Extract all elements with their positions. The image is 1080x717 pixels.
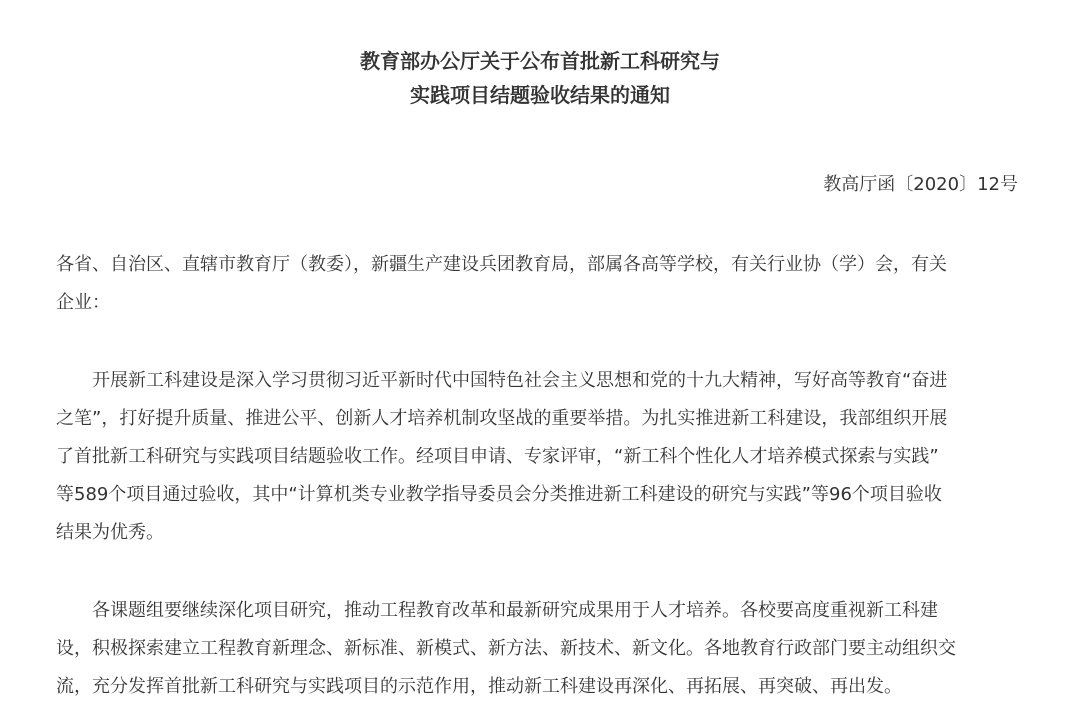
paragraph-1-line-4: 等589个项目通过验收，其中“计算机类专业教学指导委员会分类推进新工科建设的研究与实践”等96个项目验收 — [56, 484, 942, 505]
addressee — [56, 246, 1024, 322]
paragraph-2-line-2: 设，积极探索建立工程教育新理念、新标准、新模式、新方法、新技术、新文化。各地教育行政部门要主动组织交 — [56, 638, 956, 659]
addressee-line-1: 各省、自治区、直辖市教育厅（教委），新疆生产建设兵团教育局，部属各高等学校，有关行业协（学）会，有关 — [56, 254, 947, 275]
document-title — [56, 40, 1024, 112]
paragraph-1-line-5: 结果为优秀。 — [56, 522, 164, 543]
paragraph-2 — [56, 592, 1024, 706]
paragraph-1 — [56, 362, 1024, 552]
document-number: 教高厅函〔2020〕12号 — [823, 174, 1018, 195]
title-line-2: 实践项目结题验收结果的通知 — [410, 83, 670, 107]
paragraph-1-line-2: 之笔”，打好提升质量、推进公平、创新人才培养机制攻坚战的重要举措。为扎实推进新工科建设，我部组织开展 — [56, 408, 948, 429]
document-page — [56, 40, 1024, 706]
addressee-line-2: 企业： — [56, 292, 110, 313]
title-line-1: 教育部办公厅关于公布首批新工科研究与 — [360, 49, 720, 73]
paragraph-1-line-1: 开展新工科建设是深入学习贯彻习近平新时代中国特色社会主义思想和党的十九大精神，写好高等教育“奋进 — [92, 370, 948, 391]
paragraph-2-line-3: 流，充分发挥首批新工科研究与实践项目的示范作用，推动新工科建设再深化、再拓展、再突破、再出发。 — [56, 676, 902, 697]
paragraph-2-line-1: 各课题组要继续深化项目研究，推动工程教育改革和最新研究成果用于人才培养。各校要高度重视新工科建 — [92, 600, 938, 621]
paragraph-1-line-3: 了首批新工科研究与实践项目结题验收工作。经项目申请、专家评审，“新工科个性化人才培养模式探索与实践” — [56, 446, 939, 467]
